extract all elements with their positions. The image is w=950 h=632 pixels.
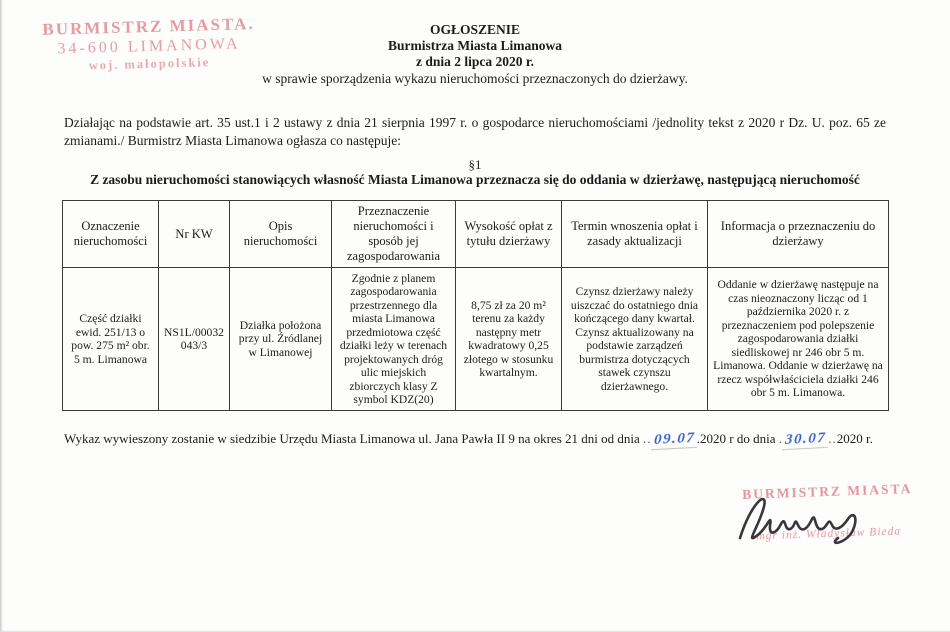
cell-purpose-and-use: Zgodnie z planem zagospodarowania przestrzennego dla miasta Limanowa przedmiotowa część działki leży w terenach projektowanych dróg ulic miejskich zbiorczych klasy Z symbol KDZ(20) xyxy=(332,268,456,411)
header-property-description: Opis nieruchomości xyxy=(230,201,332,268)
cell-property-designation: Część działki ewid. 251/13 o pow. 275 m² obr. 5 m. Limanowa xyxy=(63,268,159,411)
stamp-mayor-name: mgr inż. Władysław Bieda xyxy=(756,525,902,543)
stamp-postal-city: 34-600 LIMANOWA xyxy=(57,35,241,58)
cell-kw-number: NS1L/00032 043/3 xyxy=(159,268,230,411)
handwritten-date-from: 09.07 xyxy=(651,430,697,450)
header-lease-info: Informacja o przeznaczeniu do dzierżawy xyxy=(708,201,889,268)
footer-text-after: 2020 r. xyxy=(836,431,873,446)
cell-payment-terms: Czynsz dzierżawy należy uiszczać do ostatniego dnia kończącego dany kwartał. Czynsz aktualizowany na podstawie zarządzeń burmistrza dotyczących stawek czynszu dzierżawnego. xyxy=(562,268,708,411)
header-purpose-and-use: Przeznaczenie nieruchomości i sposób jej zagospodarowania xyxy=(332,201,456,268)
table-row xyxy=(63,268,889,411)
dotted-leader: .. xyxy=(828,431,837,446)
dotted-leader: . xyxy=(778,431,783,446)
dotted-leader: .. xyxy=(643,431,652,446)
document-header xyxy=(0,22,950,87)
cell-property-description: Działka położona przy ul. Źródlanej w Limanowej xyxy=(230,268,332,411)
section-statement: Z zasobu nieruchomości stanowiących własność Miasta Limanowa przeznacza się do oddania w dzierżawę, następującą nieruchomość xyxy=(90,172,860,187)
stamp-authority-name: BURMISTRZ MIASTA. xyxy=(42,14,255,39)
document-title: OGŁOSZENIE xyxy=(429,22,521,37)
stamp-mayor-title: BURMISTRZ MIASTA xyxy=(741,481,913,502)
signature-scribble xyxy=(726,486,886,548)
document-date: z dnia 2 lipca 2020 r. xyxy=(415,54,534,69)
header-kw-number: Nr KW xyxy=(159,201,230,268)
header-payment-terms: Termin wnoszenia opłat i zasady aktualizacji xyxy=(562,201,708,268)
footer-text-mid: .2020 r do dnia xyxy=(696,431,779,446)
header-property-designation: Oznaczenie nieruchomości xyxy=(63,201,159,268)
stamp-voivodeship: woj. małopolskie xyxy=(88,55,211,73)
table-header-row xyxy=(63,201,889,268)
cell-lease-info: Oddanie w dzierżawę następuje na czas nieoznaczony licząc od 1 października 2020 r. z przeznaczeniem pod polepszenie zagospodarowania działki siedliskowej nr 246 obr 5 m. Limanowa. Oddanie w dzierżawę na rzecz współwłaściciela działki 246 obr 5 m. Limanowa. xyxy=(708,268,889,411)
intro-paragraph: Działając na podstawie art. 35 ust.1 i 2 ustawy z dnia 21 sierpnia 1997 r. o gospodarce nieruchomościami /jednolity tekst z 2020 r Dz. U. poz. 65 ze zmianami./ Burmistrz Miasta Limanowa ogłasza co następuje: xyxy=(64,115,886,148)
document-subject: w sprawie sporządzenia wykazu nieruchomości przeznaczonych do dzierżawy. xyxy=(262,71,688,86)
footer-paragraph xyxy=(64,431,924,449)
property-table xyxy=(62,200,889,411)
section-mark: §1 xyxy=(468,157,482,172)
header-lease-fees: Wysokość opłat z tytułu dzierżawy xyxy=(456,201,562,268)
scan-edge-artifact xyxy=(0,0,3,632)
handwritten-date-to: 30.07 xyxy=(783,430,829,450)
document-issuer: Burmistrza Miasta Limanowa xyxy=(388,38,562,53)
cell-lease-fees: 8,75 zł za 20 m² terenu za każdy następny metr kwadratowy 0,25 złotego w stosunku kwartalnym. xyxy=(456,268,562,411)
footer-text-before: Wykaz wywieszony zostanie w siedzibie Urzędu Miasta Limanowa ul. Jana Pawła II 9 na okres 21 dni od dnia xyxy=(64,431,643,446)
